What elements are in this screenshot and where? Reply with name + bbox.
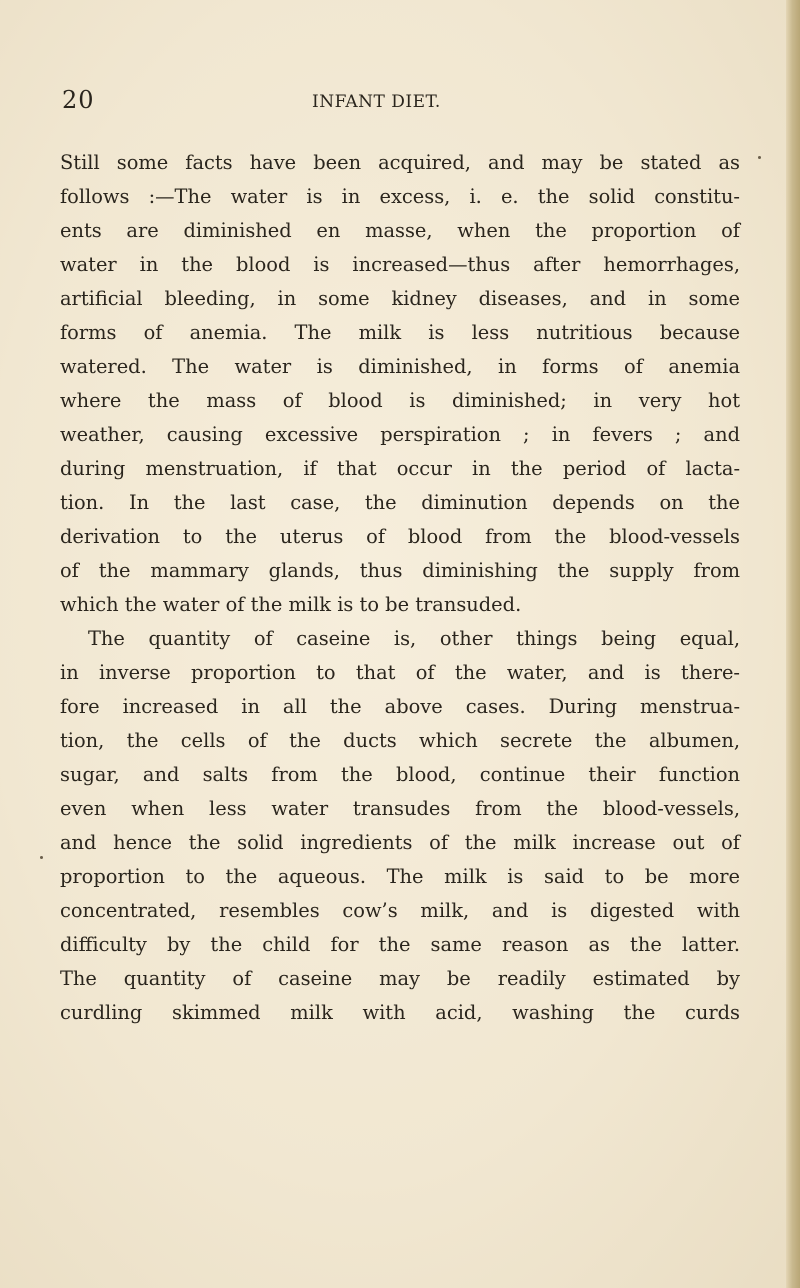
text-line: derivation to the uterus of blood from the blood-vessels xyxy=(60,525,740,548)
text-line: in inverse proportion to that of the water, and is there- xyxy=(60,661,740,684)
running-head: INFANT DIET. xyxy=(312,92,441,112)
text-line: concentrated, resembles cow’s milk, and is digested with xyxy=(60,899,740,922)
text-line: even when less water transudes from the blood-vessels, xyxy=(60,797,740,820)
text-line: fore increased in all the above cases. During menstrua- xyxy=(60,695,740,718)
text-line: weather, causing excessive perspiration ; in fevers ; and xyxy=(60,423,740,446)
text-line: Still some facts have been acquired, and may be stated as xyxy=(60,151,740,174)
text-line: water in the blood is increased—thus after hemorrhages, xyxy=(60,253,740,276)
text-line: sugar, and salts from the blood, continue their function xyxy=(60,763,740,786)
text-line: curdling skimmed milk with acid, washing the curds xyxy=(60,1001,740,1024)
text-line: which the water of the milk is to be transuded. xyxy=(60,593,522,616)
ink-speck xyxy=(40,856,43,859)
text-line: artificial bleeding, in some kidney diseases, and in some xyxy=(60,287,740,310)
text-line: where the mass of blood is diminished; in very hot xyxy=(60,389,740,412)
paragraph-1 xyxy=(60,146,740,622)
page-number: 20 xyxy=(62,86,95,114)
text-line: ents are diminished en masse, when the proportion of xyxy=(60,219,740,242)
text-line: forms of anemia. The milk is less nutritious because xyxy=(60,321,740,344)
text-line: The quantity of caseine is, other things being equal, xyxy=(88,627,740,650)
page-header xyxy=(62,86,752,120)
ink-speck xyxy=(758,156,761,159)
text-line: during menstruation, if that occur in the period of lacta- xyxy=(60,457,740,480)
text-line: difficulty by the child for the same reason as the latter. xyxy=(60,933,740,956)
text-line: proportion to the aqueous. The milk is said to be more xyxy=(60,865,740,888)
text-line: of the mammary glands, thus diminishing the supply from xyxy=(60,559,740,582)
text-line: and hence the solid ingredients of the milk increase out of xyxy=(60,831,740,854)
text-line: tion. In the last case, the diminution depends on the xyxy=(60,491,740,514)
text-line: watered. The water is diminished, in forms of anemia xyxy=(60,355,740,378)
page-edge-shadow xyxy=(786,0,800,1288)
text-line: tion, the cells of the ducts which secrete the albumen, xyxy=(60,729,740,752)
text-line: The quantity of caseine may be readily estimated by xyxy=(60,967,740,990)
body-text xyxy=(60,146,740,1030)
text-line: follows :—The water is in excess, i. e. the solid constitu- xyxy=(60,185,740,208)
paragraph-2 xyxy=(60,622,740,1030)
